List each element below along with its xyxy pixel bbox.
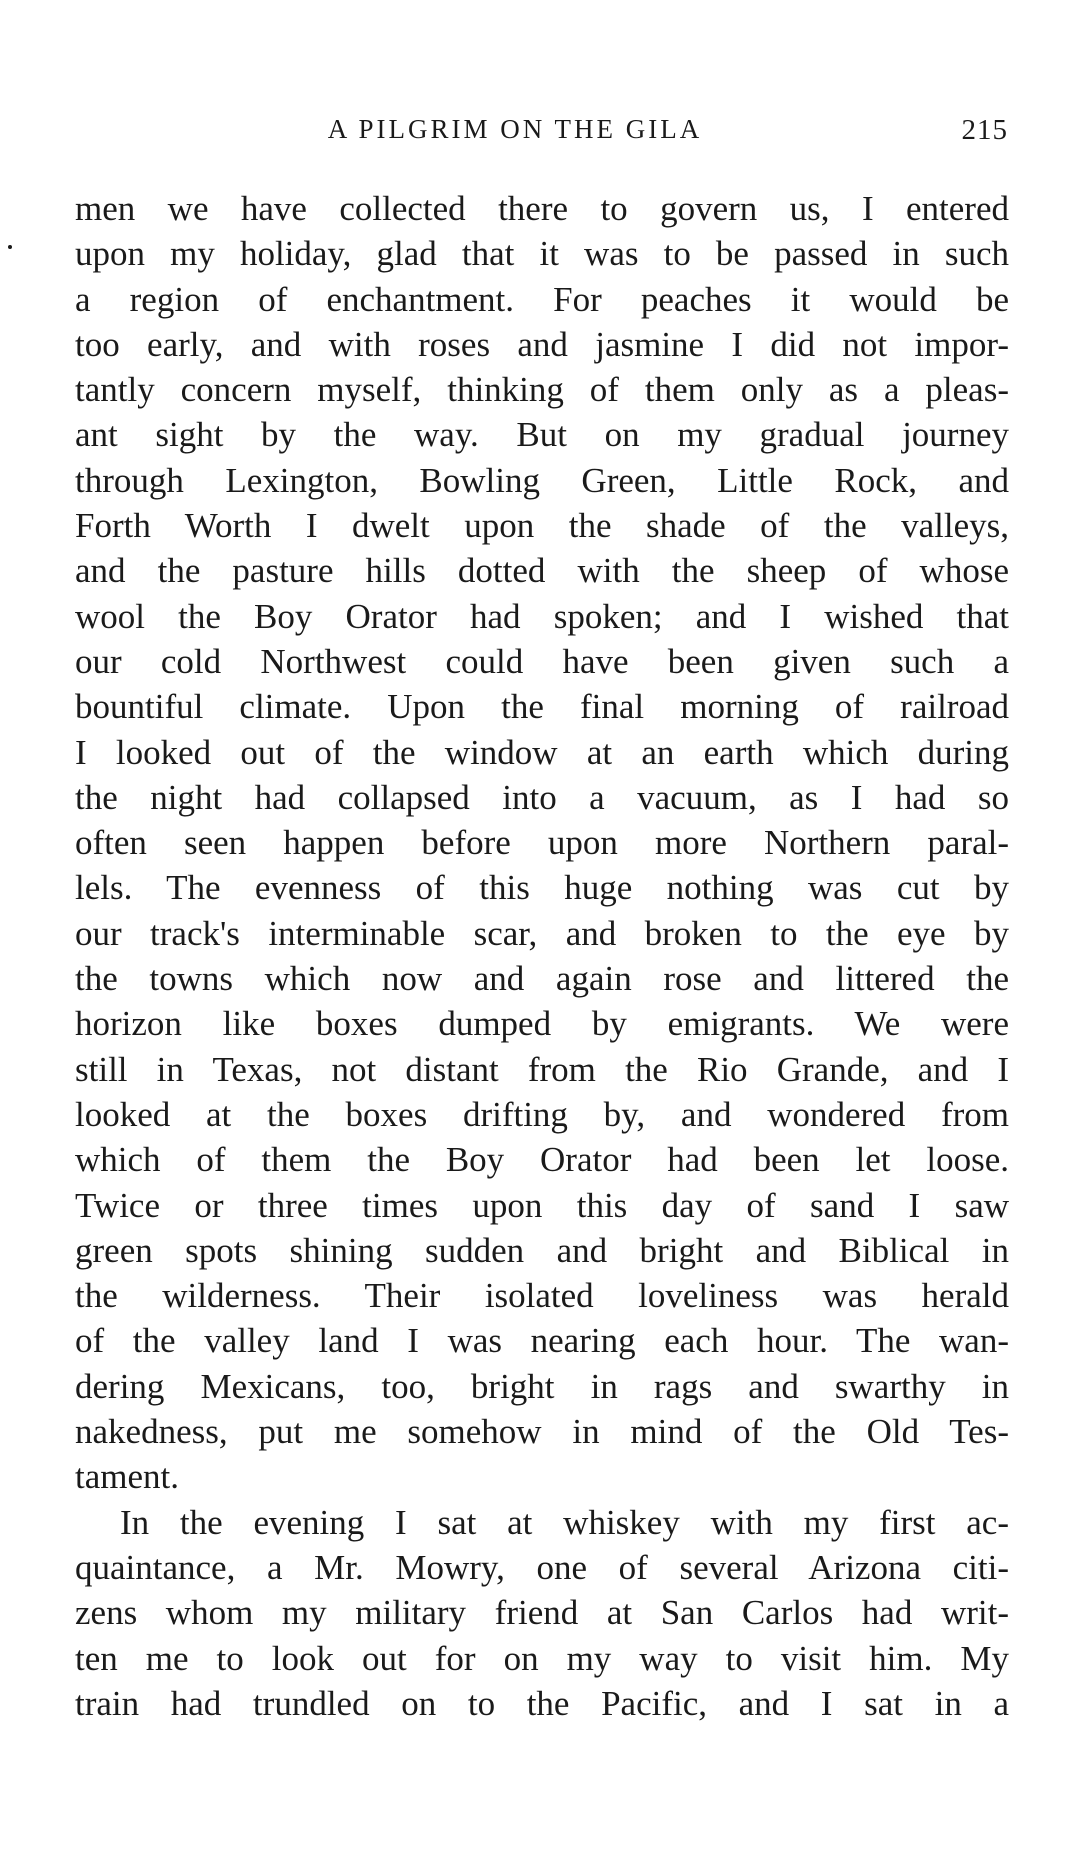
text-line: zens whom my military friend at San Carlos had writ-	[75, 1593, 1009, 1633]
text-line: ten me to look out for on my way to visit him. My	[75, 1638, 1009, 1678]
text-line: the towns which now and again rose and littered the	[75, 959, 1009, 999]
text-line: bountiful climate. Upon the final morning of railroad	[75, 687, 1009, 727]
paragraph-1	[75, 186, 1009, 1500]
text-line: the wilderness. Their isolated loveliness was herald	[75, 1276, 1009, 1316]
text-line: tament.	[75, 1457, 179, 1497]
text-line: nakedness, put me somehow in mind of the Old Tes-	[75, 1412, 1009, 1452]
body-text	[75, 186, 1009, 1726]
text-line: the night had collapsed into a vacuum, as I had so	[75, 777, 1009, 817]
text-line: still in Texas, not distant from the Rio Grande, and I	[75, 1049, 1009, 1089]
text-line: our cold Northwest could have been given such a	[75, 641, 1009, 681]
text-line: of the valley land I was nearing each hour. The wan-	[75, 1321, 1009, 1361]
text-line: upon my holiday, glad that it was to be passed in such	[75, 234, 1009, 274]
text-line: through Lexington, Bowling Green, Little Rock, and	[75, 460, 1009, 500]
text-line: often seen happen before upon more Northern paral-	[75, 823, 1009, 863]
text-line: Forth Worth I dwelt upon the shade of the valleys,	[75, 506, 1009, 546]
text-line: looked at the boxes drifting by, and wondered from	[75, 1094, 1009, 1134]
text-line: our track's interminable scar, and broken to the eye by	[75, 913, 1009, 953]
text-line: and the pasture hills dotted with the sheep of whose	[75, 551, 1009, 591]
text-line: horizon like boxes dumped by emigrants. We were	[75, 1004, 1009, 1044]
text-line: I looked out of the window at an earth which during	[75, 732, 1009, 772]
text-line: green spots shining sudden and bright and Biblical in	[75, 1230, 1009, 1270]
running-head	[70, 108, 1008, 148]
text-line: In the evening I sat at whiskey with my first ac-	[120, 1502, 1009, 1542]
paragraph-2	[75, 1500, 1009, 1726]
text-line: quaintance, a Mr. Mowry, one of several Arizona citi-	[75, 1547, 1009, 1587]
text-line: ant sight by the way. But on my gradual journey	[75, 415, 1009, 455]
text-line: too early, and with roses and jasmine I did not impor-	[75, 324, 1009, 364]
text-line: a region of enchantment. For peaches it would be	[75, 279, 1009, 319]
text-line: train had trundled on to the Pacific, and I sat in a	[75, 1683, 1009, 1723]
margin-speck	[8, 245, 12, 249]
text-line: which of them the Boy Orator had been let loose.	[75, 1140, 1009, 1180]
text-line: dering Mexicans, too, bright in rags and swarthy in	[75, 1366, 1009, 1406]
text-line: lels. The evenness of this huge nothing was cut by	[75, 868, 1009, 908]
page-number: 215	[961, 114, 1008, 146]
running-title: A PILGRIM ON THE GILA	[327, 114, 703, 144]
text-line: wool the Boy Orator had spoken; and I wished that	[75, 596, 1009, 636]
text-line: Twice or three times upon this day of sand I saw	[75, 1185, 1009, 1225]
text-line: men we have collected there to govern us, I entered	[75, 189, 1009, 228]
text-line: tantly concern myself, thinking of them only as a pleas-	[75, 370, 1009, 410]
